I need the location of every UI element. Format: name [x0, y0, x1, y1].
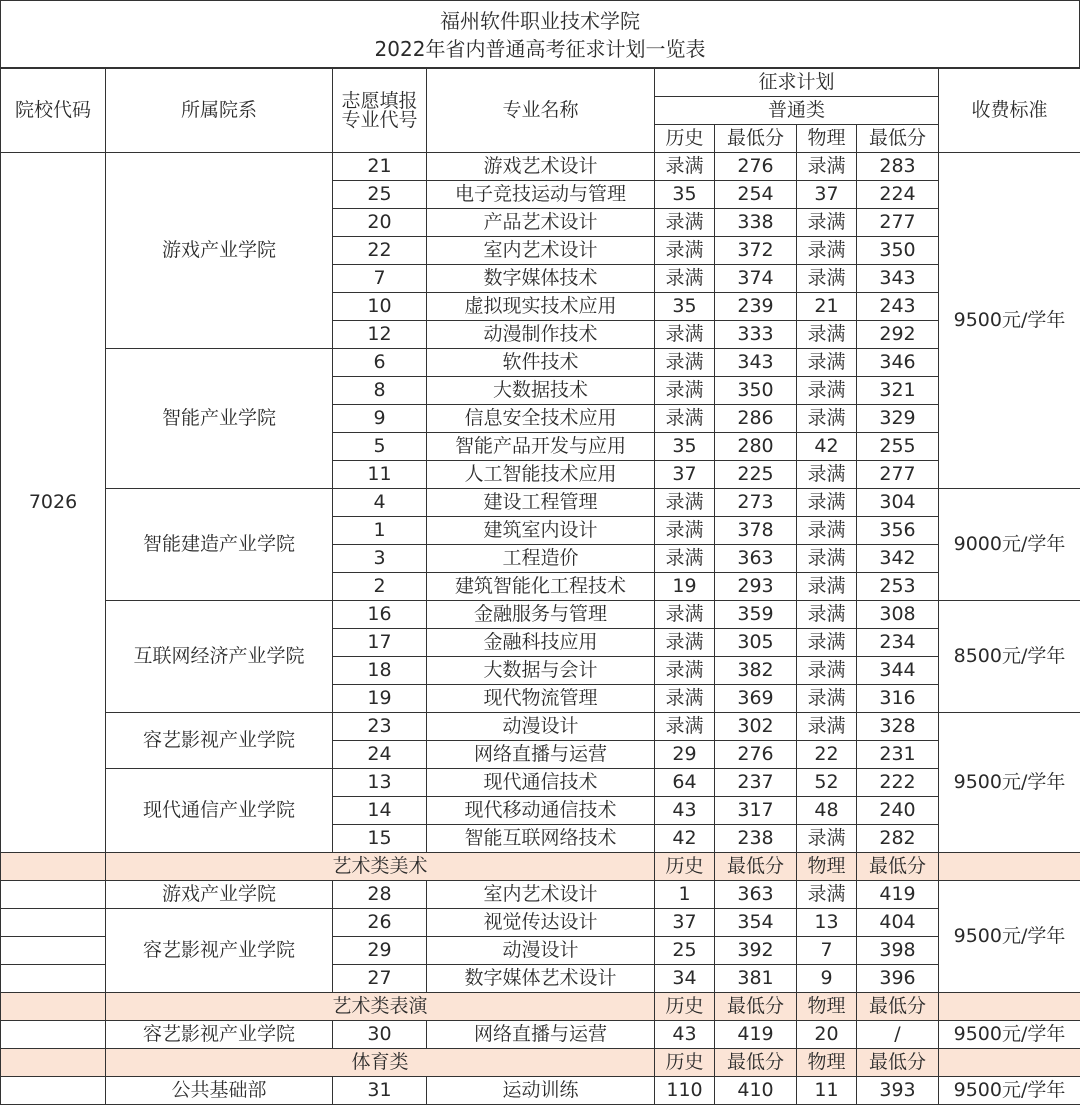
history-min-cell: 254 [715, 181, 797, 209]
major-code-cell: 17 [333, 629, 427, 657]
major-code-cell: 23 [333, 713, 427, 741]
history-min-cell: 225 [715, 461, 797, 489]
physics-min-cell: 342 [857, 545, 939, 573]
section-history: 历史 [655, 993, 715, 1021]
department-cell: 智能建造产业学院 [106, 489, 333, 601]
major-code-cell: 2 [333, 573, 427, 601]
department-cell: 容艺影视产业学院 [106, 713, 333, 769]
physics-cell: 录满 [797, 517, 857, 545]
major-name-cell: 室内艺术设计 [427, 237, 655, 265]
header-major-code-line1: 志愿填报 [333, 92, 426, 111]
physics-min-cell: 396 [857, 965, 939, 993]
section-label: 体育类 [106, 1049, 655, 1077]
physics-cell: 录满 [797, 461, 857, 489]
history-cell: 录满 [655, 209, 715, 237]
section-physics-min: 最低分 [857, 1049, 939, 1077]
history-min-cell: 363 [715, 545, 797, 573]
fee-cell: 8500元/学年 [939, 601, 1080, 713]
department-cell: 游戏产业学院 [106, 153, 333, 349]
major-code-cell: 9 [333, 405, 427, 433]
physics-min-cell: 222 [857, 769, 939, 797]
table-row [1, 769, 1080, 797]
physics-cell: 录满 [797, 265, 857, 293]
history-cell: 录满 [655, 237, 715, 265]
physics-cell: 11 [797, 1077, 857, 1105]
physics-min-cell: 292 [857, 321, 939, 349]
header-fee: 收费标准 [939, 69, 1080, 153]
physics-min-cell: 316 [857, 685, 939, 713]
section-history-min: 最低分 [715, 853, 797, 881]
physics-min-cell: 419 [857, 881, 939, 909]
department-cell: 容艺影视产业学院 [106, 1021, 333, 1049]
section-fee-blank [939, 853, 1080, 881]
physics-cell: 录满 [797, 321, 857, 349]
history-cell: 34 [655, 965, 715, 993]
table-row [1, 1077, 1080, 1105]
department-cell: 智能产业学院 [106, 349, 333, 489]
history-min-cell: 305 [715, 629, 797, 657]
department-cell: 互联网经济产业学院 [106, 601, 333, 713]
header-physics: 物理 [797, 125, 857, 153]
section-physics: 物理 [797, 1049, 857, 1077]
history-cell: 录满 [655, 629, 715, 657]
physics-cell: 录满 [797, 153, 857, 181]
major-code-cell: 14 [333, 797, 427, 825]
physics-min-cell: 282 [857, 825, 939, 853]
section-code-blank [1, 853, 106, 881]
major-name-cell: 建筑室内设计 [427, 517, 655, 545]
fee-cell: 9000元/学年 [939, 489, 1080, 601]
physics-min-cell: 356 [857, 517, 939, 545]
physics-cell: 42 [797, 433, 857, 461]
history-min-cell: 273 [715, 489, 797, 517]
major-name-cell: 运动训练 [427, 1077, 655, 1105]
physics-min-cell: 346 [857, 349, 939, 377]
history-cell: 25 [655, 937, 715, 965]
major-name-cell: 虚拟现实技术应用 [427, 293, 655, 321]
history-cell: 录满 [655, 685, 715, 713]
school-code-blank [1, 937, 106, 965]
major-name-cell: 大数据技术 [427, 377, 655, 405]
history-min-cell: 381 [715, 965, 797, 993]
major-code-cell: 27 [333, 965, 427, 993]
history-cell: 35 [655, 181, 715, 209]
major-code-cell: 13 [333, 769, 427, 797]
physics-min-cell: 243 [857, 293, 939, 321]
school-code-blank [1, 1077, 106, 1105]
table-row [1, 601, 1080, 629]
physics-min-cell: 404 [857, 909, 939, 937]
physics-cell: 9 [797, 965, 857, 993]
physics-cell: 22 [797, 741, 857, 769]
physics-min-cell: 283 [857, 153, 939, 181]
physics-min-cell: 321 [857, 377, 939, 405]
history-min-cell: 317 [715, 797, 797, 825]
header-plan: 征求计划 [655, 69, 939, 97]
section-history: 历史 [655, 853, 715, 881]
history-cell: 录满 [655, 321, 715, 349]
history-min-cell: 338 [715, 209, 797, 237]
header-department: 所属院系 [106, 69, 333, 153]
major-code-cell: 3 [333, 545, 427, 573]
physics-cell: 录满 [797, 629, 857, 657]
section-code-blank [1, 993, 106, 1021]
major-code-cell: 8 [333, 377, 427, 405]
major-code-cell: 5 [333, 433, 427, 461]
table-title [0, 0, 1080, 68]
school-code-blank [1, 965, 106, 993]
header-physics-min: 最低分 [857, 125, 939, 153]
major-name-cell: 大数据与会计 [427, 657, 655, 685]
history-cell: 录满 [655, 517, 715, 545]
physics-min-cell: 253 [857, 573, 939, 601]
history-min-cell: 333 [715, 321, 797, 349]
history-cell: 录满 [655, 601, 715, 629]
history-min-cell: 382 [715, 657, 797, 685]
history-min-cell: 276 [715, 741, 797, 769]
physics-cell: 录满 [797, 825, 857, 853]
department-cell: 公共基础部 [106, 1077, 333, 1105]
major-name-cell: 建设工程管理 [427, 489, 655, 517]
physics-cell: 52 [797, 769, 857, 797]
major-name-cell: 动漫设计 [427, 937, 655, 965]
physics-cell: 录满 [797, 489, 857, 517]
physics-cell: 录满 [797, 377, 857, 405]
major-name-cell: 动漫制作技术 [427, 321, 655, 349]
history-min-cell: 293 [715, 573, 797, 601]
physics-min-cell: 277 [857, 209, 939, 237]
plan-table [0, 68, 1080, 1105]
major-name-cell: 网络直播与运营 [427, 1021, 655, 1049]
history-min-cell: 363 [715, 881, 797, 909]
history-min-cell: 410 [715, 1077, 797, 1105]
physics-min-cell: 224 [857, 181, 939, 209]
school-code-cell: 7026 [1, 153, 106, 853]
section-row-perform [1, 993, 1080, 1021]
major-name-cell: 游戏艺术设计 [427, 153, 655, 181]
section-physics: 物理 [797, 853, 857, 881]
history-min-cell: 302 [715, 713, 797, 741]
section-fee-blank [939, 1049, 1080, 1077]
major-code-cell: 20 [333, 209, 427, 237]
physics-min-cell: 231 [857, 741, 939, 769]
physics-cell: 录满 [797, 685, 857, 713]
major-name-cell: 现代移动通信技术 [427, 797, 655, 825]
physics-cell: 录满 [797, 601, 857, 629]
history-min-cell: 354 [715, 909, 797, 937]
physics-cell: 48 [797, 797, 857, 825]
history-cell: 录满 [655, 657, 715, 685]
history-cell: 42 [655, 825, 715, 853]
physics-cell: 录满 [797, 405, 857, 433]
physics-min-cell: 308 [857, 601, 939, 629]
header-history: 历史 [655, 125, 715, 153]
history-cell: 64 [655, 769, 715, 797]
major-name-cell: 金融服务与管理 [427, 601, 655, 629]
major-name-cell: 工程造价 [427, 545, 655, 573]
header-row-1 [1, 69, 1080, 97]
major-code-cell: 31 [333, 1077, 427, 1105]
major-name-cell: 现代通信技术 [427, 769, 655, 797]
history-min-cell: 372 [715, 237, 797, 265]
section-physics-min: 最低分 [857, 853, 939, 881]
history-cell: 录满 [655, 349, 715, 377]
history-min-cell: 286 [715, 405, 797, 433]
major-code-cell: 25 [333, 181, 427, 209]
major-code-cell: 11 [333, 461, 427, 489]
history-cell: 录满 [655, 405, 715, 433]
history-cell: 录满 [655, 545, 715, 573]
major-code-cell: 16 [333, 601, 427, 629]
history-min-cell: 369 [715, 685, 797, 713]
fee-cell: 9500元/学年 [939, 713, 1080, 853]
history-min-cell: 343 [715, 349, 797, 377]
physics-cell: 21 [797, 293, 857, 321]
major-name-cell: 视觉传达设计 [427, 909, 655, 937]
major-name-cell: 智能产品开发与应用 [427, 433, 655, 461]
section-label: 艺术类表演 [106, 993, 655, 1021]
major-code-cell: 6 [333, 349, 427, 377]
physics-min-cell: 240 [857, 797, 939, 825]
table-row [1, 881, 1080, 909]
physics-cell: 录满 [797, 237, 857, 265]
department-cell: 现代通信产业学院 [106, 769, 333, 853]
fee-cell: 9500元/学年 [939, 881, 1080, 993]
physics-cell: 录满 [797, 573, 857, 601]
major-code-cell: 1 [333, 517, 427, 545]
physics-min-cell: / [857, 1021, 939, 1049]
major-name-cell: 智能互联网络技术 [427, 825, 655, 853]
fee-cell: 9500元/学年 [939, 1077, 1080, 1105]
history-cell: 35 [655, 433, 715, 461]
header-major-code [333, 69, 427, 153]
history-min-cell: 392 [715, 937, 797, 965]
physics-min-cell: 398 [857, 937, 939, 965]
physics-cell: 录满 [797, 209, 857, 237]
history-cell: 43 [655, 797, 715, 825]
section-fee-blank [939, 993, 1080, 1021]
major-code-cell: 7 [333, 265, 427, 293]
major-code-cell: 21 [333, 153, 427, 181]
fee-cell: 9500元/学年 [939, 153, 1080, 489]
history-cell: 录满 [655, 265, 715, 293]
major-code-cell: 24 [333, 741, 427, 769]
physics-min-cell: 277 [857, 461, 939, 489]
section-physics: 物理 [797, 993, 857, 1021]
history-cell: 1 [655, 881, 715, 909]
school-code-blank [1, 1021, 106, 1049]
major-code-cell: 15 [333, 825, 427, 853]
major-code-cell: 29 [333, 937, 427, 965]
history-min-cell: 374 [715, 265, 797, 293]
section-label: 艺术类美术 [106, 853, 655, 881]
history-cell: 37 [655, 909, 715, 937]
history-min-cell: 419 [715, 1021, 797, 1049]
history-cell: 29 [655, 741, 715, 769]
school-code-blank [1, 909, 106, 937]
history-min-cell: 280 [715, 433, 797, 461]
history-min-cell: 237 [715, 769, 797, 797]
section-row-sport [1, 1049, 1080, 1077]
department-cell: 容艺影视产业学院 [106, 909, 333, 993]
physics-min-cell: 350 [857, 237, 939, 265]
history-cell: 录满 [655, 489, 715, 517]
major-name-cell: 建筑智能化工程技术 [427, 573, 655, 601]
physics-min-cell: 329 [857, 405, 939, 433]
physics-min-cell: 328 [857, 713, 939, 741]
school-code-blank [1, 881, 106, 909]
physics-cell: 录满 [797, 713, 857, 741]
physics-min-cell: 234 [857, 629, 939, 657]
fee-cell: 9500元/学年 [939, 1021, 1080, 1049]
physics-min-cell: 304 [857, 489, 939, 517]
major-name-cell: 金融科技应用 [427, 629, 655, 657]
table-body [1, 69, 1080, 1105]
history-cell: 录满 [655, 377, 715, 405]
physics-min-cell: 344 [857, 657, 939, 685]
table-row [1, 909, 1080, 937]
history-cell: 录满 [655, 153, 715, 181]
title-line-2: 2022年省内普通高考征求计划一览表 [1, 35, 1079, 63]
major-name-cell: 现代物流管理 [427, 685, 655, 713]
major-name-cell: 网络直播与运营 [427, 741, 655, 769]
history-cell: 43 [655, 1021, 715, 1049]
physics-min-cell: 393 [857, 1077, 939, 1105]
major-name-cell: 人工智能技术应用 [427, 461, 655, 489]
header-general: 普通类 [655, 97, 939, 125]
history-cell: 35 [655, 293, 715, 321]
major-code-cell: 18 [333, 657, 427, 685]
history-cell: 19 [655, 573, 715, 601]
history-cell: 录满 [655, 713, 715, 741]
department-cell: 游戏产业学院 [106, 881, 333, 909]
history-min-cell: 276 [715, 153, 797, 181]
section-row-art [1, 853, 1080, 881]
major-code-cell: 4 [333, 489, 427, 517]
history-cell: 110 [655, 1077, 715, 1105]
major-name-cell: 信息安全技术应用 [427, 405, 655, 433]
history-min-cell: 238 [715, 825, 797, 853]
major-name-cell: 软件技术 [427, 349, 655, 377]
physics-cell: 7 [797, 937, 857, 965]
title-line-1: 福州软件职业技术学院 [1, 7, 1079, 35]
major-code-cell: 12 [333, 321, 427, 349]
section-history: 历史 [655, 1049, 715, 1077]
physics-cell: 20 [797, 1021, 857, 1049]
history-min-cell: 239 [715, 293, 797, 321]
physics-cell: 37 [797, 181, 857, 209]
section-code-blank [1, 1049, 106, 1077]
history-min-cell: 378 [715, 517, 797, 545]
physics-cell: 录满 [797, 881, 857, 909]
physics-cell: 录满 [797, 349, 857, 377]
table-row [1, 1021, 1080, 1049]
major-code-cell: 22 [333, 237, 427, 265]
major-name-cell: 数字媒体艺术设计 [427, 965, 655, 993]
major-name-cell: 电子竞技运动与管理 [427, 181, 655, 209]
table-row [1, 713, 1080, 741]
history-min-cell: 359 [715, 601, 797, 629]
major-name-cell: 产品艺术设计 [427, 209, 655, 237]
major-code-cell: 19 [333, 685, 427, 713]
header-major-name: 专业名称 [427, 69, 655, 153]
physics-min-cell: 343 [857, 265, 939, 293]
major-name-cell: 动漫设计 [427, 713, 655, 741]
history-min-cell: 350 [715, 377, 797, 405]
section-history-min: 最低分 [715, 993, 797, 1021]
physics-cell: 录满 [797, 545, 857, 573]
table-row [1, 349, 1080, 377]
major-code-cell: 10 [333, 293, 427, 321]
physics-min-cell: 255 [857, 433, 939, 461]
section-history-min: 最低分 [715, 1049, 797, 1077]
major-code-cell: 26 [333, 909, 427, 937]
section-physics-min: 最低分 [857, 993, 939, 1021]
major-code-cell: 28 [333, 881, 427, 909]
physics-cell: 13 [797, 909, 857, 937]
physics-cell: 录满 [797, 657, 857, 685]
table-row [1, 489, 1080, 517]
history-cell: 37 [655, 461, 715, 489]
major-name-cell: 数字媒体技术 [427, 265, 655, 293]
major-code-cell: 30 [333, 1021, 427, 1049]
header-history-min: 最低分 [715, 125, 797, 153]
major-name-cell: 室内艺术设计 [427, 881, 655, 909]
header-school-code: 院校代码 [1, 69, 106, 153]
header-major-code-line2: 专业代号 [333, 111, 426, 130]
table-row [1, 153, 1080, 181]
